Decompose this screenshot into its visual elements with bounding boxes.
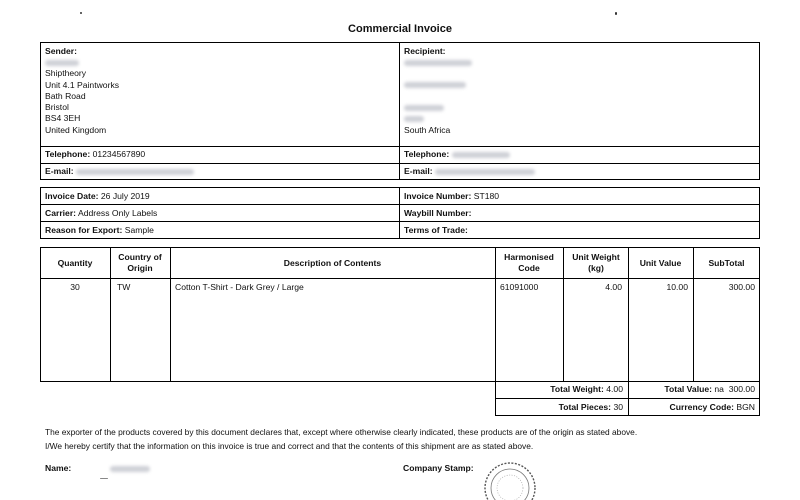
sender-label: Sender: (45, 46, 77, 56)
redacted-text (76, 169, 194, 175)
header-description: Description of Contents (283, 257, 382, 268)
total-pieces: Total Pieces: 30 (558, 402, 623, 412)
sender-address-line: Shiptheory (45, 68, 87, 79)
recipient-address (404, 57, 472, 136)
telephone-label: Telephone: (45, 149, 91, 159)
address-divider (399, 42, 400, 180)
recipient-email (404, 166, 535, 176)
telephone-value: 01234567890 (92, 149, 146, 159)
company-stamp (480, 458, 540, 500)
redacted-text (404, 116, 424, 122)
currency-code: Currency Code: BGN (669, 402, 755, 412)
recipient-country: South Africa (404, 124, 451, 135)
table-column-rule (110, 247, 111, 382)
signatory-name: Name: (45, 463, 150, 473)
header-country: Country of Origin (118, 252, 162, 273)
sender-address (45, 57, 119, 136)
redacted-text (404, 60, 472, 66)
scan-speck (80, 12, 82, 14)
address-separator (40, 146, 760, 147)
email-label: E-mail: (404, 166, 433, 176)
origin-declaration: The exporter of the products covered by this document declares that, except where otherwise clearly indicated, these products are of the origin as stated above. (45, 427, 638, 437)
redacted-text (452, 152, 510, 158)
sender-email (45, 166, 194, 176)
scan-speck (615, 12, 617, 15)
sender-address-line: Unit 4.1 Paintworks (45, 79, 120, 90)
waybill-number: Waybill Number: (404, 208, 472, 218)
row-description: Cotton T-Shirt - Dark Grey / Large (175, 282, 304, 292)
row-subtotal: 300.00 (728, 282, 755, 292)
header-harmonised: Harmonised Code (504, 252, 554, 273)
row-harmonised: 61091000 (500, 282, 539, 292)
header-unit-weight: Unit Weight (kg) (572, 252, 620, 273)
telephone-separator (40, 163, 760, 164)
sender-address-line: Bath Road (45, 90, 86, 101)
invoice-number: Invoice Number: ST180 (404, 191, 500, 201)
row-country: TW (117, 282, 131, 292)
table-column-rule (495, 247, 496, 382)
redacted-name (110, 466, 150, 472)
recipient-label: Recipient: (404, 46, 446, 56)
redacted-text (435, 169, 535, 175)
redacted-text (404, 82, 466, 88)
total-weight: Total Weight: 4.00 (550, 384, 623, 394)
page-title: Commercial Invoice (348, 23, 452, 35)
certification-statement: I/We hereby certify that the information on this invoice is true and correct and that the contents of this shipment are as stated above. (45, 441, 534, 451)
sender-address-line: Bristol (45, 102, 69, 113)
redacted-name (45, 60, 79, 66)
row-quantity: 30 (70, 282, 80, 292)
scan-speck (100, 478, 108, 479)
invoice-date: Invoice Date: 26 July 2019 (45, 191, 150, 201)
header-subtotal: SubTotal (708, 257, 745, 268)
recipient-telephone (404, 149, 510, 159)
row-unit-weight: 4.00 (605, 282, 622, 292)
row-unit-value: 10.00 (666, 282, 688, 292)
telephone-label: Telephone: (404, 149, 450, 159)
address-block (40, 42, 760, 180)
sender-address-line: United Kingdom (45, 124, 107, 135)
company-stamp-label: Company Stamp: (403, 463, 474, 473)
reason-for-export: Reason for Export: Sample (45, 225, 154, 235)
totals-separator (495, 398, 760, 399)
table-header-rule (40, 278, 760, 279)
sender-telephone (45, 149, 145, 159)
header-unit-value: Unit Value (639, 257, 682, 268)
carrier: Carrier: Address Only Labels (45, 208, 158, 218)
header-quantity: Quantity (57, 257, 93, 268)
total-value: Total Value: na 300.00 (664, 384, 755, 394)
terms-of-trade: Terms of Trade: (404, 225, 468, 235)
details-separator (40, 221, 760, 222)
details-separator (40, 204, 760, 205)
redacted-text (404, 105, 444, 111)
email-label: E-mail: (45, 166, 74, 176)
details-divider (399, 187, 400, 239)
sender-address-line: BS4 3EH (45, 113, 81, 124)
table-column-rule (563, 247, 564, 382)
